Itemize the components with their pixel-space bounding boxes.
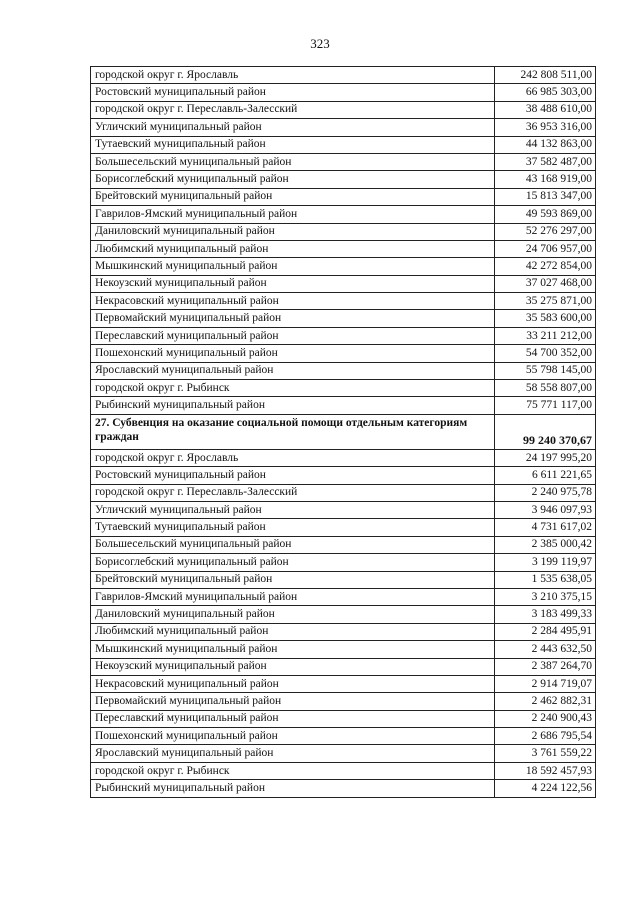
amount-value: 4 731 617,02 [495, 519, 596, 536]
table-row [91, 484, 596, 501]
table-row [91, 571, 596, 588]
municipality-name: Некрасовский муниципальный район [91, 675, 495, 692]
amount-value: 2 686 795,54 [495, 728, 596, 745]
amount-value: 4 224 122,56 [495, 780, 596, 797]
amount-value: 49 593 869,00 [495, 206, 596, 223]
municipality-name: Любимский муниципальный район [91, 240, 495, 257]
amount-value: 24 706 957,00 [495, 240, 596, 257]
amount-value: 242 808 511,00 [495, 67, 596, 84]
amount-value: 66 985 303,00 [495, 84, 596, 101]
municipality-name: Рыбинский муниципальный район [91, 780, 495, 797]
municipality-name: городской округ г. Ярославль [91, 449, 495, 466]
table-row [91, 275, 596, 292]
table-row [91, 84, 596, 101]
page-number: 323 [310, 36, 330, 51]
table-row [91, 780, 596, 797]
amount-value: 2 387 264,70 [495, 658, 596, 675]
municipality-name: Мышкинский муниципальный район [91, 258, 495, 275]
table-row [91, 67, 596, 84]
municipality-name: Тутаевский муниципальный район [91, 519, 495, 536]
municipality-name: городской округ г. Переславль-Залесский [91, 484, 495, 501]
amount-value: 1 535 638,05 [495, 571, 596, 588]
table-row [91, 554, 596, 571]
table-body-after [91, 449, 596, 797]
table-row [91, 658, 596, 675]
section-header-row [91, 414, 596, 449]
amount-value: 2 385 000,42 [495, 536, 596, 553]
amount-value: 38 488 610,00 [495, 101, 596, 118]
table-row [91, 153, 596, 170]
amount-value: 35 275 871,00 [495, 293, 596, 310]
section-title: 27. Субвенция на оказание социальной помощи отдельным категориям граждан [91, 414, 495, 449]
table-row [91, 362, 596, 379]
amount-value: 44 132 863,00 [495, 136, 596, 153]
municipality-name: Тутаевский муниципальный район [91, 136, 495, 153]
amount-value: 54 700 352,00 [495, 345, 596, 362]
municipality-name: Любимский муниципальный район [91, 623, 495, 640]
municipality-name: Рыбинский муниципальный район [91, 397, 495, 414]
amount-value: 3 761 559,22 [495, 745, 596, 762]
municipality-name: Борисоглебский муниципальный район [91, 171, 495, 188]
municipality-name: Переславский муниципальный район [91, 327, 495, 344]
municipality-name: Брейтовский муниципальный район [91, 571, 495, 588]
amount-value: 58 558 807,00 [495, 380, 596, 397]
table-row [91, 710, 596, 727]
municipality-name: Первомайский муниципальный район [91, 310, 495, 327]
municipality-name: Некоузский муниципальный район [91, 275, 495, 292]
table-row [91, 240, 596, 257]
amount-value: 55 798 145,00 [495, 362, 596, 379]
table-row [91, 188, 596, 205]
amount-value: 33 211 212,00 [495, 327, 596, 344]
section-total: 99 240 370,67 [495, 414, 596, 449]
subsidy-table [90, 66, 596, 798]
table-row [91, 293, 596, 310]
table-row [91, 171, 596, 188]
table-row [91, 641, 596, 658]
amount-value: 3 210 375,15 [495, 588, 596, 605]
table-row [91, 728, 596, 745]
amount-value: 52 276 297,00 [495, 223, 596, 240]
table-row [91, 501, 596, 518]
table-row [91, 536, 596, 553]
table-row [91, 588, 596, 605]
municipality-name: Гаврилов-Ямский муниципальный район [91, 588, 495, 605]
municipality-name: Большесельский муниципальный район [91, 536, 495, 553]
amount-value: 6 611 221,65 [495, 467, 596, 484]
amount-value: 24 197 995,20 [495, 449, 596, 466]
amount-value: 3 946 097,93 [495, 501, 596, 518]
amount-value: 2 914 719,07 [495, 675, 596, 692]
amount-value: 2 240 975,78 [495, 484, 596, 501]
municipality-name: Гаврилов-Ямский муниципальный район [91, 206, 495, 223]
table-row [91, 467, 596, 484]
municipality-name: городской округ г. Рыбинск [91, 762, 495, 779]
amount-value: 43 168 919,00 [495, 171, 596, 188]
amount-value: 37 027 468,00 [495, 275, 596, 292]
table-row [91, 310, 596, 327]
amount-value: 18 592 457,93 [495, 762, 596, 779]
table-row [91, 223, 596, 240]
table-row [91, 745, 596, 762]
table-row [91, 119, 596, 136]
table-row [91, 258, 596, 275]
municipality-name: Брейтовский муниципальный район [91, 188, 495, 205]
municipality-name: городской округ г. Рыбинск [91, 380, 495, 397]
table-row [91, 606, 596, 623]
table-row [91, 762, 596, 779]
amount-value: 2 462 882,31 [495, 693, 596, 710]
amount-value: 75 771 117,00 [495, 397, 596, 414]
table-row [91, 380, 596, 397]
municipality-name: Ростовский муниципальный район [91, 467, 495, 484]
amount-value: 15 813 347,00 [495, 188, 596, 205]
amount-value: 2 284 495,91 [495, 623, 596, 640]
section-27 [91, 414, 596, 449]
municipality-name: Переславский муниципальный район [91, 710, 495, 727]
municipality-name: Ярославский муниципальный район [91, 745, 495, 762]
municipality-name: Пошехонский муниципальный район [91, 345, 495, 362]
amount-value: 3 183 499,33 [495, 606, 596, 623]
municipality-name: Даниловский муниципальный район [91, 223, 495, 240]
municipality-name: Ярославский муниципальный район [91, 362, 495, 379]
amount-value: 35 583 600,00 [495, 310, 596, 327]
table-row [91, 623, 596, 640]
municipality-name: городской округ г. Ярославль [91, 67, 495, 84]
municipality-name: Первомайский муниципальный район [91, 693, 495, 710]
amount-value: 36 953 316,00 [495, 119, 596, 136]
municipality-name: Пошехонский муниципальный район [91, 728, 495, 745]
municipality-name: Некоузский муниципальный район [91, 658, 495, 675]
table-body-before [91, 67, 596, 415]
table-row [91, 345, 596, 362]
table-row [91, 101, 596, 118]
table-row [91, 449, 596, 466]
municipality-name: Некрасовский муниципальный район [91, 293, 495, 310]
table-row [91, 693, 596, 710]
table-row [91, 327, 596, 344]
table-row [91, 519, 596, 536]
table-row [91, 136, 596, 153]
amount-value: 3 199 119,97 [495, 554, 596, 571]
municipality-name: Ростовский муниципальный район [91, 84, 495, 101]
municipality-name: Большесельский муниципальный район [91, 153, 495, 170]
municipality-name: городской округ г. Переславль-Залесский [91, 101, 495, 118]
municipality-name: Угличский муниципальный район [91, 501, 495, 518]
table-row [91, 675, 596, 692]
amount-value: 2 240 900,43 [495, 710, 596, 727]
amount-value: 37 582 487,00 [495, 153, 596, 170]
municipality-name: Даниловский муниципальный район [91, 606, 495, 623]
table-row [91, 397, 596, 414]
amount-value: 42 272 854,00 [495, 258, 596, 275]
municipality-name: Мышкинский муниципальный район [91, 641, 495, 658]
municipality-name: Угличский муниципальный район [91, 119, 495, 136]
amount-value: 2 443 632,50 [495, 641, 596, 658]
municipality-name: Борисоглебский муниципальный район [91, 554, 495, 571]
table-row [91, 206, 596, 223]
